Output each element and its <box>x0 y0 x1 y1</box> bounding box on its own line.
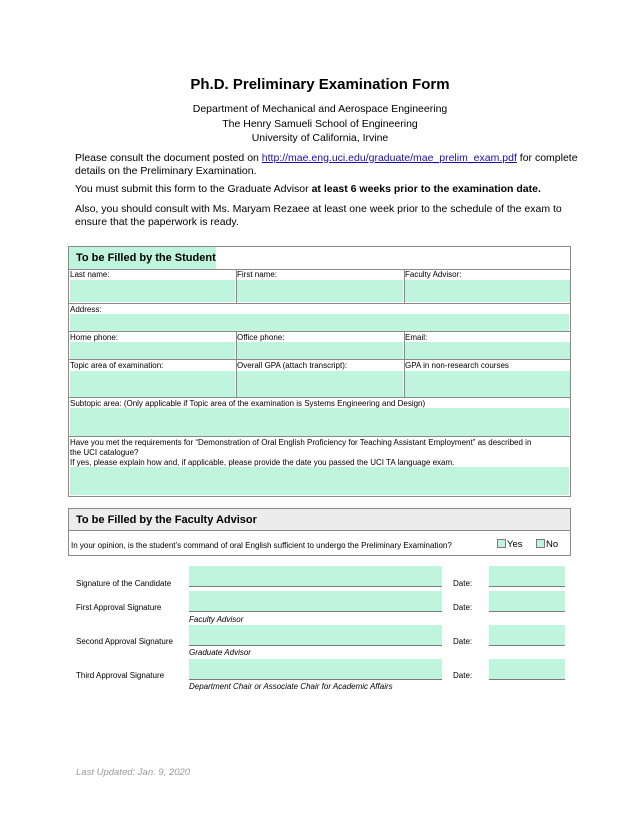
divider <box>69 331 570 332</box>
gpa-nonresearch-label: GPA in non-research courses <box>405 361 509 370</box>
third-approval-label: Third Approval Signature <box>76 671 165 680</box>
intro-text-after: for complete details on the Preliminary Examination. <box>75 152 578 177</box>
subtopic-field[interactable] <box>70 408 569 436</box>
divider <box>69 436 570 437</box>
divider <box>236 359 237 397</box>
divider <box>404 269 405 303</box>
last-name-field[interactable] <box>70 280 235 302</box>
university-line: University of California, Irvine <box>251 132 389 144</box>
no-checkbox[interactable] <box>536 539 545 548</box>
candidate-signature-label: Signature of the Candidate <box>76 579 172 588</box>
yes-label: Yes <box>507 539 523 550</box>
first-name-label: First name: <box>237 270 278 279</box>
first-name-field[interactable] <box>237 280 403 302</box>
no-option[interactable] <box>536 539 558 551</box>
no-label: No <box>546 539 559 550</box>
department-block <box>0 102 640 146</box>
last-updated-footer: Last Updated: Jan. 9, 2020 <box>76 767 191 778</box>
department-chair-caption: Department Chair or Associate Chair for Academic Affairs <box>189 682 393 691</box>
office-phone-label: Office phone: <box>237 333 285 342</box>
advisor-section <box>68 508 571 556</box>
topic-area-label: Topic area of examination: <box>70 361 164 370</box>
email-field[interactable] <box>405 342 570 359</box>
student-section <box>68 246 571 497</box>
first-approval-signature-field[interactable] <box>189 591 442 612</box>
intro-text: Please consult the document posted on <box>75 152 262 164</box>
office-phone-field[interactable] <box>237 342 403 359</box>
second-approval-label: Second Approval Signature <box>76 637 173 646</box>
third-approval-date-field[interactable] <box>489 659 565 680</box>
candidate-date-label: Date: <box>453 579 473 588</box>
faculty-advisor-field[interactable] <box>405 280 570 302</box>
topic-area-field[interactable] <box>70 371 235 397</box>
second-approval-signature-field[interactable] <box>189 625 442 646</box>
divider <box>404 359 405 397</box>
overall-gpa-field[interactable] <box>237 371 403 397</box>
subtopic-label: Subtopic area: (Only applicable if Topic area of the examination is Systems Engineering and Design) <box>70 399 426 408</box>
english-explanation-field[interactable] <box>70 467 569 495</box>
home-phone-label: Home phone: <box>70 333 119 342</box>
address-label: Address: <box>70 305 102 314</box>
form-title: Ph.D. Preliminary Examination Form <box>190 76 450 93</box>
english-question-line-2: the UCI catalogue? <box>70 448 139 457</box>
graduate-advisor-caption: Graduate Advisor <box>189 648 251 657</box>
prelim-exam-link[interactable]: http://mae.eng.uci.edu/graduate/mae_prelim_exam.pdf <box>261 152 517 164</box>
first-approval-date-label: Date: <box>453 603 473 612</box>
address-field[interactable] <box>70 314 569 331</box>
third-approval-signature-field[interactable] <box>189 659 442 680</box>
submit-text: You must submit this form to the Graduate Advisor <box>75 183 312 195</box>
candidate-signature-field[interactable] <box>189 566 442 587</box>
faculty-advisor-caption: Faculty Advisor <box>189 615 244 624</box>
email-label: Email: <box>405 333 428 342</box>
intro-paragraph-3: Also, you should consult with Ms. Maryam Rezaee at least one week prior to the schedule of the exam to ensure that the paperwork is ready. <box>75 203 562 228</box>
home-phone-field[interactable] <box>70 342 235 359</box>
school-line: The Henry Samueli School of Engineering <box>222 117 418 130</box>
advisor-section-heading: To be Filled by the Faculty Advisor <box>69 509 570 531</box>
student-heading-spacer <box>216 247 570 269</box>
intro-paragraph-1 <box>75 152 585 177</box>
divider <box>69 269 570 270</box>
last-name-label: Last name: <box>70 270 110 279</box>
second-approval-date-label: Date: <box>453 637 473 646</box>
student-section-heading: To be Filled by the Student <box>69 247 216 269</box>
yes-option[interactable] <box>497 539 523 551</box>
intro-paragraph-2 <box>75 183 585 196</box>
divider <box>236 269 237 303</box>
english-question-line-3: If yes, please explain how and, if applicable, please provide the date you passed the UCI TA language exam. <box>70 458 455 467</box>
yes-checkbox[interactable] <box>497 539 506 548</box>
divider <box>404 331 405 359</box>
first-approval-label: First Approval Signature <box>76 603 162 612</box>
first-approval-date-field[interactable] <box>489 591 565 612</box>
divider <box>69 303 570 304</box>
english-sufficient-question: In your opinion, is the student’s command of oral English sufficient to undergo the Preliminary Examination? <box>71 541 452 550</box>
divider <box>236 331 237 359</box>
faculty-advisor-label: Faculty Advisor: <box>405 270 462 279</box>
english-question-line-1: Have you met the requirements for “Demonstration of Oral English Proficiency for Teaching Assistant Employment” as described in <box>70 438 532 447</box>
deadline-emphasis: at least 6 weeks prior to the examination date. <box>311 183 541 195</box>
third-approval-date-label: Date: <box>453 671 473 680</box>
gpa-nonresearch-field[interactable] <box>405 371 570 397</box>
department-line: Department of Mechanical and Aerospace Engineering <box>192 103 448 115</box>
divider <box>69 397 570 398</box>
second-approval-date-field[interactable] <box>489 625 565 646</box>
divider <box>69 359 570 360</box>
candidate-date-field[interactable] <box>489 566 565 587</box>
overall-gpa-label: Overall GPA (attach transcript): <box>237 361 348 370</box>
